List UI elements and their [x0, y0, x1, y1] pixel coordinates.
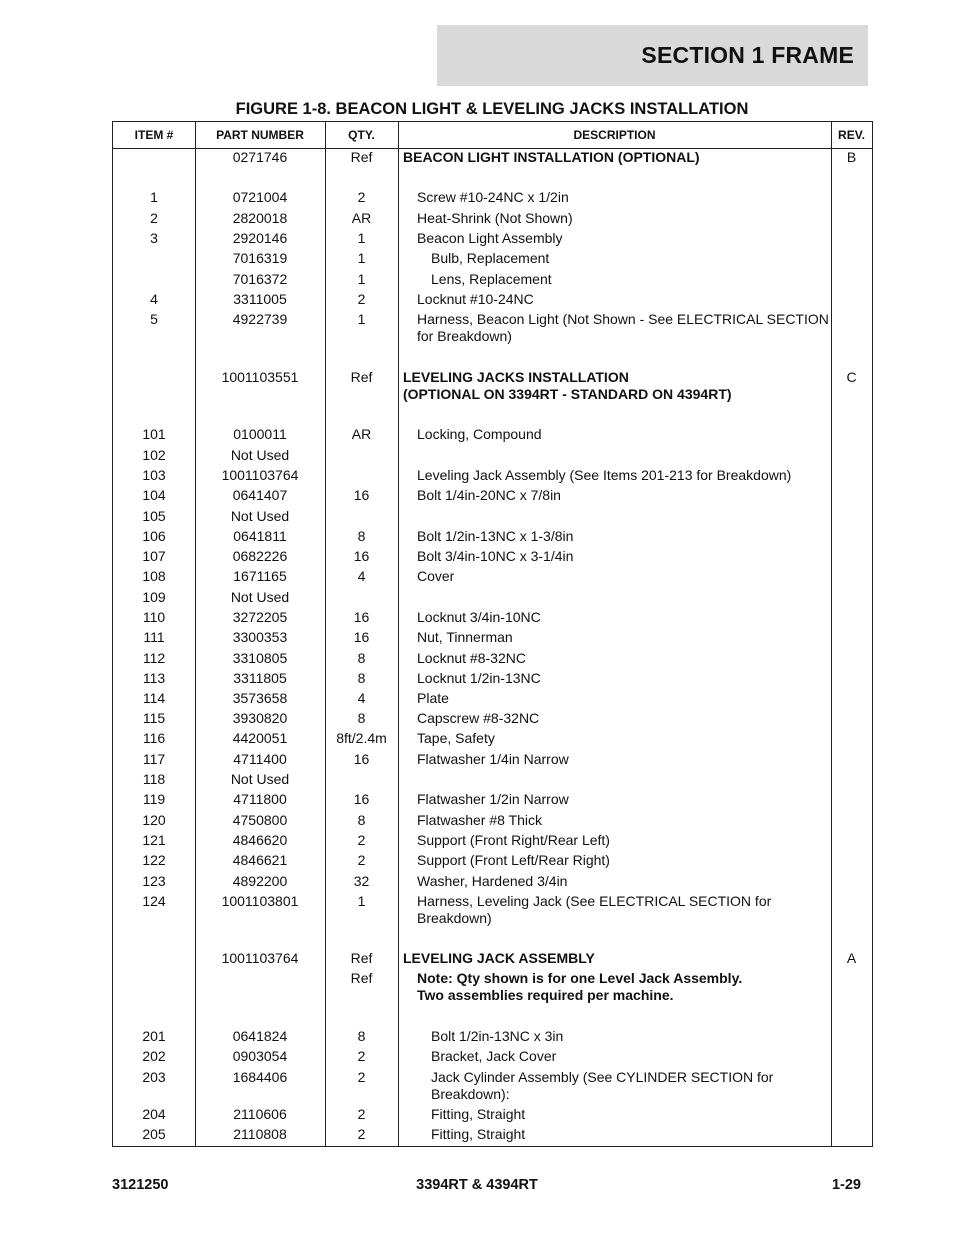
quantity: Ref — [350, 970, 373, 986]
description-line: Lens, Replacement — [431, 271, 552, 287]
description — [403, 487, 847, 504]
description-line: Locknut #8-32NC — [417, 650, 526, 666]
description-line: Breakdown) — [417, 910, 492, 926]
description-line: Washer, Hardened 3/4in — [417, 873, 568, 889]
item-number: 117 — [142, 751, 166, 767]
description — [403, 311, 847, 345]
description — [403, 528, 847, 545]
description — [403, 751, 847, 768]
description-line: Bolt 3/4in-10NC x 3-1/4in — [417, 548, 574, 564]
description-line: Harness, Leveling Jack (See ELECTRICAL SECTION for — [417, 893, 772, 909]
description-line: Bulb, Replacement — [431, 250, 550, 266]
item-number: 101 — [142, 426, 166, 442]
description — [403, 291, 847, 308]
quantity: 1 — [357, 250, 366, 266]
description-line: Support (Front Left/Rear Right) — [417, 852, 610, 868]
description-line: Bracket, Jack Cover — [431, 1048, 557, 1064]
description-line: Capscrew #8-32NC — [417, 710, 540, 726]
footer-model: 3394RT & 4394RT — [416, 1177, 538, 1193]
quantity: 8 — [357, 710, 366, 726]
item-number: 4 — [150, 291, 158, 307]
description-line: Locknut 1/2in-13NC — [417, 670, 541, 686]
description — [403, 832, 847, 849]
description — [403, 467, 847, 484]
description — [403, 970, 847, 1004]
description-line: (OPTIONAL ON 3394RT - STANDARD ON 4394RT) — [403, 386, 732, 402]
col-header-rev: REV. — [838, 128, 865, 142]
description — [403, 1048, 861, 1065]
part-number: 4420051 — [232, 730, 288, 746]
description — [403, 812, 847, 829]
description — [403, 369, 833, 403]
description-line: Two assemblies required per machine. — [417, 987, 674, 1003]
quantity: 8 — [357, 1028, 366, 1044]
description — [403, 230, 847, 247]
item-number: 201 — [142, 1028, 166, 1044]
description — [403, 149, 833, 166]
figure-title: FIGURE 1-8. BEACON LIGHT & LEVELING JACKS INSTALLATION — [235, 100, 749, 118]
description — [403, 271, 861, 288]
item-number: 113 — [142, 670, 166, 686]
section-title: SECTION 1 FRAME — [437, 25, 868, 86]
description-line: Nut, Tinnerman — [417, 629, 513, 645]
part-number: 0641811 — [233, 528, 287, 544]
item-number: 106 — [142, 528, 166, 544]
description — [403, 189, 847, 206]
quantity: 16 — [353, 751, 370, 767]
description — [403, 873, 847, 890]
part-number: 0641824 — [232, 1028, 288, 1044]
description-line: Bolt 1/4in-20NC x 7/8in — [417, 487, 561, 503]
quantity: 1 — [357, 230, 366, 246]
part-number: 2110606 — [233, 1106, 287, 1122]
description-line: Bolt 1/2in-13NC x 3in — [431, 1028, 564, 1044]
item-number: 111 — [143, 629, 165, 645]
item-number: 114 — [142, 690, 166, 706]
item-number: 205 — [142, 1126, 166, 1142]
description-line: Bolt 1/2in-13NC x 1-3/8in — [417, 528, 574, 544]
item-number: 109 — [142, 589, 166, 605]
part-number: 4846620 — [232, 832, 288, 848]
description-line: Note: Qty shown is for one Level Jack Assembly. — [417, 970, 743, 986]
part-number: 0721004 — [232, 189, 288, 205]
part-number: 2110808 — [233, 1126, 287, 1142]
quantity: 4 — [357, 690, 366, 706]
item-number: 104 — [142, 487, 166, 503]
quantity: 2 — [357, 832, 366, 848]
item-number: 5 — [150, 311, 158, 327]
part-number: 3573658 — [232, 690, 288, 706]
part-number: 0641407 — [232, 487, 288, 503]
part-number: 3300353 — [232, 629, 288, 645]
item-number: 103 — [142, 467, 166, 483]
part-number: 3930820 — [232, 710, 288, 726]
item-number: 120 — [142, 812, 166, 828]
quantity: 1 — [357, 271, 366, 287]
description-line: Fitting, Straight — [431, 1126, 526, 1142]
part-number: 3311805 — [233, 670, 287, 686]
part-number: 4892200 — [232, 873, 288, 889]
quantity: 16 — [353, 609, 370, 625]
part-number: 7016319 — [232, 250, 288, 266]
quantity: AR — [351, 426, 372, 442]
quantity: 8 — [357, 812, 366, 828]
description-line: Locking, Compound — [417, 426, 542, 442]
quantity: Ref — [350, 369, 373, 385]
description — [403, 690, 847, 707]
description — [403, 1028, 861, 1045]
col-header-item: ITEM # — [134, 128, 174, 142]
description-line: Locknut 3/4in-10NC — [417, 609, 541, 625]
quantity: 8 — [357, 670, 366, 686]
description — [403, 710, 847, 727]
description-line: Fitting, Straight — [431, 1106, 526, 1122]
part-number: 1001103551 — [221, 369, 299, 385]
quantity: 8 — [357, 650, 366, 666]
part-number: 4711400 — [233, 751, 287, 767]
description — [403, 568, 847, 585]
item-number: 2 — [150, 210, 158, 226]
description-line: Locknut #10-24NC — [417, 291, 534, 307]
revision: C — [846, 369, 857, 385]
description-line: Breakdown): — [431, 1086, 510, 1102]
quantity: 8 — [357, 528, 366, 544]
description — [403, 609, 847, 626]
part-number: 4922739 — [232, 311, 288, 327]
part-number: 4711800 — [233, 791, 287, 807]
part-number: 1671165 — [233, 568, 287, 584]
description — [403, 893, 847, 927]
item-number: 203 — [142, 1069, 166, 1085]
description — [403, 629, 847, 646]
part-number: 1001103764 — [221, 467, 299, 483]
quantity: 2 — [357, 189, 366, 205]
revision: A — [846, 950, 857, 966]
item-number: 119 — [142, 791, 166, 807]
item-number: 122 — [142, 852, 166, 868]
item-number: 1 — [150, 189, 158, 205]
part-number: 0682226 — [232, 548, 288, 564]
quantity: 2 — [357, 1126, 366, 1142]
quantity: Ref — [350, 149, 373, 165]
quantity: 2 — [357, 291, 366, 307]
quantity: 1 — [357, 893, 366, 909]
description — [403, 950, 833, 967]
part-number: 3310805 — [232, 650, 288, 666]
description-line: Screw #10-24NC x 1/2in — [417, 189, 569, 205]
description-line: Flatwasher 1/2in Narrow — [417, 791, 569, 807]
part-number: 0271746 — [232, 149, 288, 165]
quantity: 16 — [353, 487, 370, 503]
part-number: 4846621 — [232, 852, 288, 868]
description-line: Harness, Beacon Light (Not Shown - See ELECTRICAL SECTION — [417, 311, 829, 327]
item-number: 124 — [142, 893, 166, 909]
col-header-part-number: PART NUMBER — [216, 128, 304, 142]
quantity: AR — [351, 210, 372, 226]
revision: B — [846, 149, 857, 165]
description — [403, 670, 847, 687]
description-line: Cover — [417, 568, 455, 584]
part-number: 1001103801 — [221, 893, 299, 909]
description — [403, 852, 847, 869]
part-number: 7016372 — [232, 271, 288, 287]
item-number: 116 — [142, 730, 166, 746]
description-line: Tape, Safety — [417, 730, 495, 746]
item-number: 121 — [142, 832, 166, 848]
item-number: 202 — [142, 1048, 166, 1064]
part-number: Not Used — [230, 589, 290, 605]
description — [403, 548, 847, 565]
description — [403, 426, 847, 443]
quantity: 2 — [357, 852, 366, 868]
column-divider — [398, 122, 399, 1146]
description-line: BEACON LIGHT INSTALLATION (OPTIONAL) — [403, 149, 700, 165]
description-line: Flatwasher 1/4in Narrow — [417, 751, 569, 767]
description-line: LEVELING JACK ASSEMBLY — [403, 950, 595, 966]
item-number: 204 — [142, 1106, 166, 1122]
description-line: Flatwasher #8 Thick — [417, 812, 543, 828]
description — [403, 1126, 861, 1143]
item-number: 3 — [150, 230, 158, 246]
col-header-description: DESCRIPTION — [573, 128, 656, 142]
part-number: 3272205 — [232, 609, 288, 625]
description — [403, 650, 847, 667]
part-number: 3311005 — [233, 291, 287, 307]
quantity: 2 — [357, 1106, 366, 1122]
quantity: 16 — [353, 629, 370, 645]
description — [403, 1106, 861, 1123]
description-line: Beacon Light Assembly — [417, 230, 563, 246]
part-number: 0100011 — [233, 426, 287, 442]
description-line: for Breakdown) — [417, 328, 512, 344]
item-number: 115 — [142, 710, 166, 726]
description-line: Plate — [417, 690, 449, 706]
part-number: 1684406 — [232, 1069, 288, 1085]
description-line: Support (Front Right/Rear Left) — [417, 832, 610, 848]
quantity: 1 — [357, 311, 366, 327]
description — [403, 1069, 861, 1103]
description-line: LEVELING JACKS INSTALLATION — [403, 369, 629, 385]
part-number: Not Used — [230, 447, 290, 463]
description — [403, 791, 847, 808]
description-line: Heat-Shrink (Not Shown) — [417, 210, 573, 226]
quantity: 2 — [357, 1048, 366, 1064]
quantity: 16 — [353, 791, 370, 807]
quantity: 4 — [357, 568, 366, 584]
part-number: 2920146 — [232, 230, 288, 246]
description — [403, 250, 861, 267]
description-line: Leveling Jack Assembly (See Items 201-213 for Breakdown) — [417, 467, 792, 483]
description — [403, 210, 847, 227]
item-number: 108 — [142, 568, 166, 584]
footer-doc-number: 3121250 — [112, 1177, 169, 1193]
item-number: 105 — [142, 508, 166, 524]
part-number: 4750800 — [232, 812, 288, 828]
parts-table — [112, 121, 873, 1147]
item-number: 107 — [142, 548, 166, 564]
item-number: 102 — [142, 447, 166, 463]
part-number: 0903054 — [232, 1048, 288, 1064]
quantity: 16 — [353, 548, 370, 564]
item-number: 123 — [142, 873, 166, 889]
col-header-qty: QTY. — [348, 128, 375, 142]
part-number: 1001103764 — [221, 950, 299, 966]
part-number: Not Used — [230, 771, 290, 787]
quantity: 8ft/2.4m — [336, 730, 387, 746]
quantity: 32 — [353, 873, 370, 889]
item-number: 112 — [142, 650, 166, 666]
quantity: 2 — [357, 1069, 366, 1085]
part-number: Not Used — [230, 508, 290, 524]
item-number: 118 — [142, 771, 166, 787]
part-number: 2820018 — [232, 210, 288, 226]
description-line: Jack Cylinder Assembly (See CYLINDER SECTION for — [431, 1069, 774, 1085]
quantity: Ref — [350, 950, 373, 966]
item-number: 110 — [142, 609, 166, 625]
footer-page-number: 1-29 — [831, 1177, 861, 1193]
description — [403, 730, 847, 747]
